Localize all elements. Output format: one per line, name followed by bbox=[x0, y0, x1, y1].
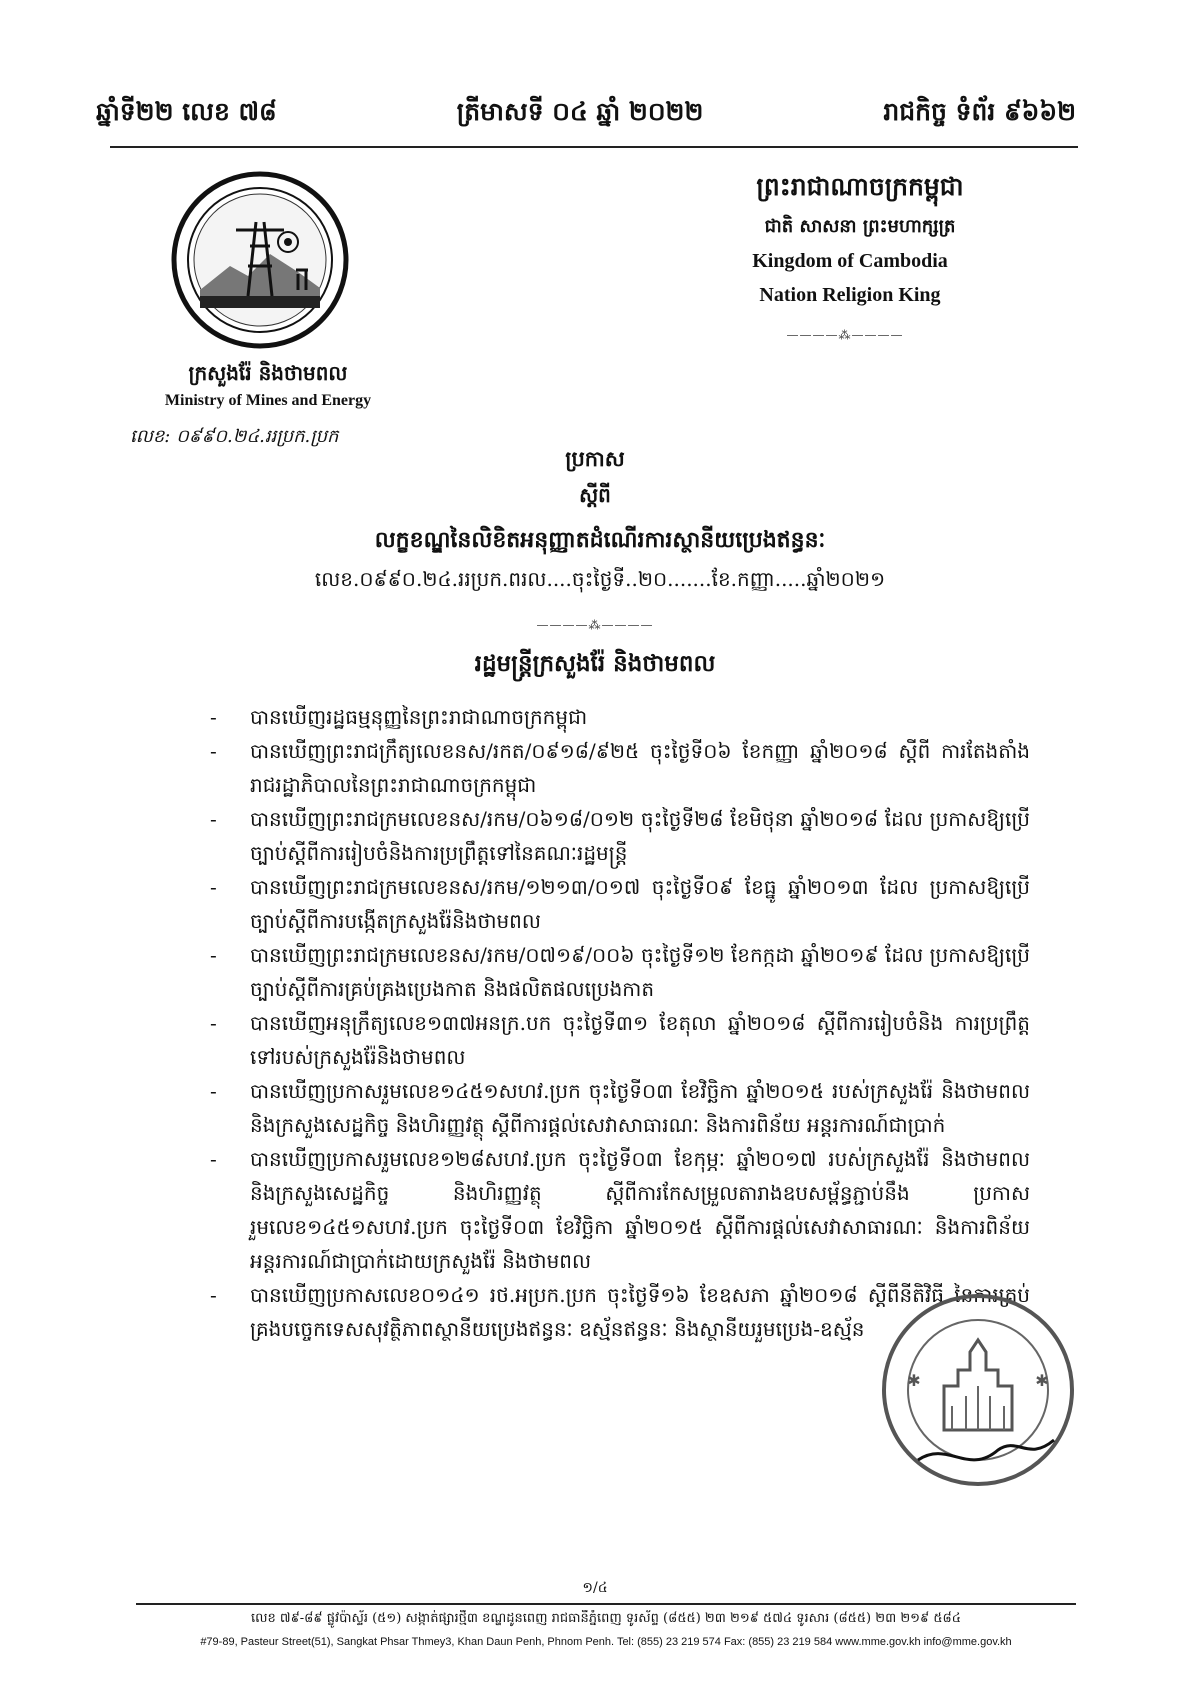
recital-item bbox=[210, 1074, 1030, 1142]
list-dash: - bbox=[210, 1011, 217, 1035]
list-dash: - bbox=[210, 1283, 217, 1307]
recital-item bbox=[210, 700, 1030, 734]
list-dash: - bbox=[210, 875, 217, 899]
gazette-page-ref: រាជកិច្ច ទំព័រ ៩៦៦២ bbox=[883, 97, 1076, 126]
recital-text: បានឃើញប្រកាសរួមលេខ១២៨សហវ.ប្រក ចុះថ្ងៃទី០៣ ខែកុម្ភៈ ឆ្នាំ២០១៧ របស់ក្រសួងរ៉ែ និងថាមពល និងក្រសួងសេដ្ឋកិច្ច និងហិរញ្ញវត្ថុ ស្តីពីការកែសម្រួលតារាងឧបសម្ព័ន្ធភ្ជាប់នឹង ប្រកាសរួមលេខ១៤៥១សហវ.ប្រក ចុះថ្ងៃទី០៣ ខែវិច្ឆិកា ឆ្នាំ២០១៥ ស្តីពីការផ្តល់សេវាសាធារណៈ និងការពិន័យអន្តរការណ៍ជាប្រាក់ដោយក្រសួងរ៉ែ និងថាមពល bbox=[250, 1147, 1030, 1273]
list-dash: - bbox=[210, 1079, 217, 1103]
reference-number: លេខ: ០៩៩០.២៤.ររប្រក.ប្រក bbox=[130, 426, 339, 447]
recital-item bbox=[210, 802, 1030, 870]
recital-item bbox=[210, 734, 1030, 802]
list-dash: - bbox=[210, 943, 217, 967]
list-dash: - bbox=[210, 705, 217, 729]
document-type: ប្រកាស bbox=[565, 446, 625, 471]
recital-item bbox=[210, 1006, 1030, 1074]
recital-text: បានឃើញព្រះរាជក្រមលេខនស/រកម/០៦១៨/០១២ ចុះថ្ងៃទី២៨ ខែមិថុនា ឆ្នាំ២០១៨ ដែល ប្រកាសឱ្យប្រើច្បាប់ស្តីពីការរៀបចំនិងការប្រព្រឹត្តទៅនៃគណៈរដ្ឋមន្ត្រី bbox=[250, 807, 1030, 865]
recitals-list bbox=[210, 700, 1030, 1346]
recital-text: បានឃើញអនុក្រឹត្យលេខ១៣៧អនក្រ.បក ចុះថ្ងៃទី៣១ ខែតុលា ឆ្នាំ២០១៨ ស្តីពីការរៀបចំនិង ការប្រព្រឹត្តទៅរបស់ក្រសួងរ៉ែនិងថាមពល bbox=[250, 1011, 1030, 1069]
footer-address-en: #79-89, Pasteur Street(51), Sangkat Phsar Thmey3, Khan Daun Penh, Phnom Penh. Tel: (855) 23 219 574 Fax: (855) 23 219 584 www.mme.gov.kh info@mme.gov.kh bbox=[200, 1636, 1012, 1648]
document-about: ស្តីពី bbox=[579, 483, 611, 507]
recital-text: បានឃើញរដ្ឋធម្មនុញ្ញនៃព្រះរាជាណាចក្រកម្ពុជា bbox=[250, 705, 588, 729]
subject-reference: លេខ.០៩៩០.២៤.ររប្រក.ពរល....ចុះថ្ងៃទី..២០.......ខែ.កញ្ញា.....ឆ្នាំ២០២១ bbox=[314, 567, 886, 591]
recital-item bbox=[210, 1142, 1030, 1278]
document-subject: លក្ខខណ្ឌនៃលិខិតអនុញ្ញាតដំណើរការស្ថានីយប្រេងឥន្ធនៈ bbox=[374, 527, 826, 553]
issuer-title: រដ្ឋមន្ត្រីក្រសួងរ៉ែ និងថាមពល bbox=[474, 650, 716, 677]
gazette-header bbox=[96, 92, 1076, 138]
recital-text: បានឃើញព្រះរាជក្រមលេខនស/រកម/១២១៣/០១៧ ចុះថ្ងៃទី០៩ ខែធ្នូ ឆ្នាំ២០១៣ ដែល ប្រកាសឱ្យប្រើច្បាប់ស្តីពីការបង្កើតក្រសួងរ៉ែនិងថាមពល bbox=[250, 875, 1030, 933]
ornament-divider: ————⁂———— bbox=[536, 618, 654, 632]
footer-address-kh: លេខ ៧៩-៨៩ ផ្លូវប៉ាស្ទ័រ (៥១) សង្កាត់ផ្សារថ្មី៣ ខណ្ឌដូនពេញ រាជធានីភ្នំពេញ ទូរស័ព្ទ (៨៥៥) ២៣ ២១៩ ៥៧៤ ទូរសារ (៨៥៥) ២៣ ២១៩ ៥៨៤ bbox=[251, 1611, 961, 1626]
page-number: ១/៤ bbox=[582, 1580, 608, 1596]
footer-divider bbox=[136, 1603, 1076, 1605]
recital-text: បានឃើញព្រះរាជក្រមលេខនស/រកម/០៧១៩/០០៦ ចុះថ្ងៃទី១២ ខែកក្កដា ឆ្នាំ២០១៩ ដែល ប្រកាសឱ្យប្រើច្បាប់ស្តីពីការគ្រប់គ្រងប្រេងកាត និងផលិតផលប្រេងកាត bbox=[250, 943, 1030, 1001]
gazette-date: ត្រីមាសទី ០៤ ឆ្នាំ ២០២២ bbox=[456, 97, 704, 126]
kingdom-name-en: Kingdom of Cambodia bbox=[752, 250, 948, 272]
recital-item bbox=[210, 870, 1030, 938]
ornament-divider: ————⁂———— bbox=[786, 328, 904, 342]
kingdom-name-kh: ព្រះរាជាណាចក្រកម្ពុជា bbox=[756, 172, 964, 201]
header-divider bbox=[110, 146, 1078, 148]
recital-item bbox=[210, 938, 1030, 1006]
svg-text:✱: ✱ bbox=[907, 1371, 921, 1390]
official-stamp bbox=[878, 1290, 1078, 1490]
recital-text: បានឃើញប្រកាសលេខ០១៤១ រថ.អប្រក.ប្រក ចុះថ្ងៃទី១៦ ខែឧសភា ឆ្នាំ២០១៨ ស្តីពីនីតិវិធី នៃការគ្រប់គ្រងបច្ចេកទេសសុវត្ថិភាពស្ថានីយប្រេងឥន្ធនៈ ឧស្ម័នឥន្ធនៈ និងស្ថានីយរួមប្រេង-ឧស្ម័ន bbox=[250, 1283, 1030, 1341]
national-motto-kh: ជាតិ សាសនា ព្រះមហាក្សត្រ bbox=[764, 216, 956, 237]
national-motto-en: Nation Religion King bbox=[759, 284, 941, 306]
ministry-seal-logo bbox=[170, 170, 350, 350]
ministry-name-en: Ministry of Mines and Energy bbox=[164, 392, 372, 409]
svg-text:✱: ✱ bbox=[1035, 1371, 1049, 1390]
list-dash: - bbox=[210, 739, 217, 763]
gazette-year-issue: ឆ្នាំទី២២ លេខ ៧៨ bbox=[96, 97, 277, 126]
recital-text: បានឃើញព្រះរាជក្រឹត្យលេខនស/រកត/០៩១៨/៩២៥ ចុះថ្ងៃទី០៦ ខែកញ្ញា ឆ្នាំ២០១៨ ស្តីពី ការតែងតាំងរាជរដ្ឋាភិបាលនៃព្រះរាជាណាចក្រកម្ពុជា bbox=[250, 739, 1030, 797]
recital-text: បានឃើញប្រកាសរួមលេខ១៤៥១សហវ.ប្រក ចុះថ្ងៃទី០៣ ខែវិច្ឆិកា ឆ្នាំ២០១៥ របស់ក្រសួងរ៉ែ និងថាមពល និងក្រសួងសេដ្ឋកិច្ច និងហិរញ្ញវត្ថុ ស្តីពីការផ្តល់សេវាសាធារណៈ និងការពិន័យ អន្តរការណ៍ជាប្រាក់ bbox=[250, 1079, 1030, 1137]
list-dash: - bbox=[210, 1147, 217, 1171]
ministry-name-kh: ក្រសួងរ៉ែ និងថាមពល bbox=[188, 361, 348, 385]
list-dash: - bbox=[210, 807, 217, 831]
